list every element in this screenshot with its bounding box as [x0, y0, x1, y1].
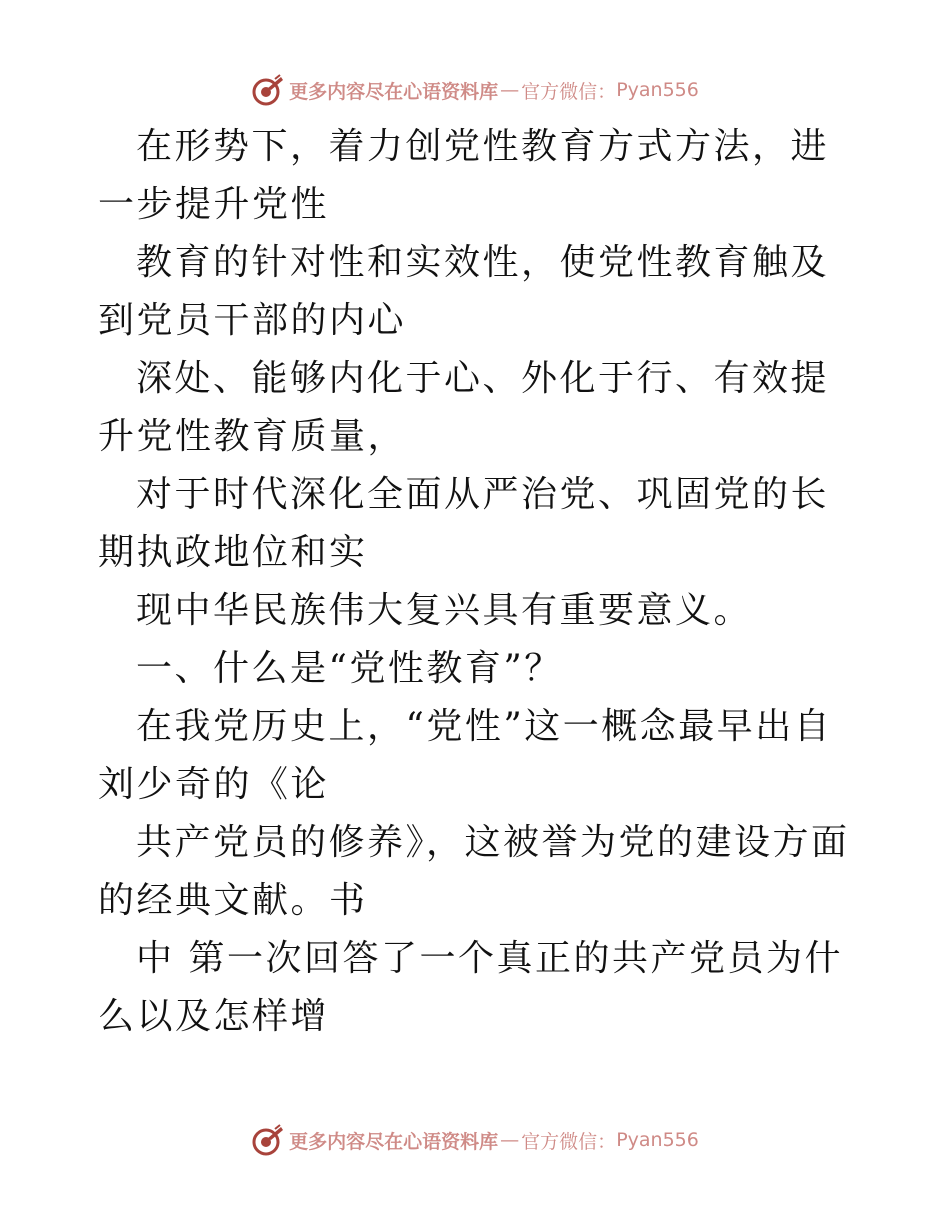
- paragraph: 共产党员的修养》，这被誉为党的建设方面的经典文献。书: [98, 822, 850, 921]
- paragraph: 中 第一次回答了一个真正的共产党员为什么以及怎样增: [98, 938, 843, 1037]
- footer-separator: —: [500, 1129, 520, 1151]
- paragraph: 教育的针对性和实效性，使党性教育触及到党员干部的内心: [98, 242, 830, 341]
- paragraph: 在形势下，着力创党性教育方式方法，进一步提升党性: [98, 126, 830, 225]
- paragraph: 现中华民族伟大复兴具有重要意义。: [136, 590, 753, 631]
- footer-wechat-id: Pyan556: [616, 1129, 699, 1151]
- logo-icon: [251, 1123, 285, 1157]
- header-wechat-id: Pyan556: [616, 79, 699, 101]
- document-body: [98, 118, 858, 1046]
- footer-watermark: [0, 1122, 950, 1158]
- logo-icon: [251, 73, 285, 107]
- footer-wechat-label: 官方微信：: [521, 1130, 617, 1153]
- header-brand-text: 更多内容尽在心语资料库: [289, 80, 499, 103]
- header-wechat-label: 官方微信：: [521, 80, 617, 103]
- paragraph: 在我党历史上，“党性”这一概念最早出自刘少奇的《论: [98, 706, 833, 805]
- paragraph: 深处、能够内化于心、外化于行、有效提升党性教育质量，: [98, 358, 830, 457]
- paragraph: 对于时代深化全面从严治党、巩固党的长期执政地位和实: [98, 474, 830, 573]
- footer-brand-text: 更多内容尽在心语资料库: [289, 1130, 499, 1153]
- header-watermark: [0, 72, 950, 108]
- header-separator: —: [500, 79, 520, 101]
- section-heading: 一、什么是“党性教育”？: [136, 648, 563, 689]
